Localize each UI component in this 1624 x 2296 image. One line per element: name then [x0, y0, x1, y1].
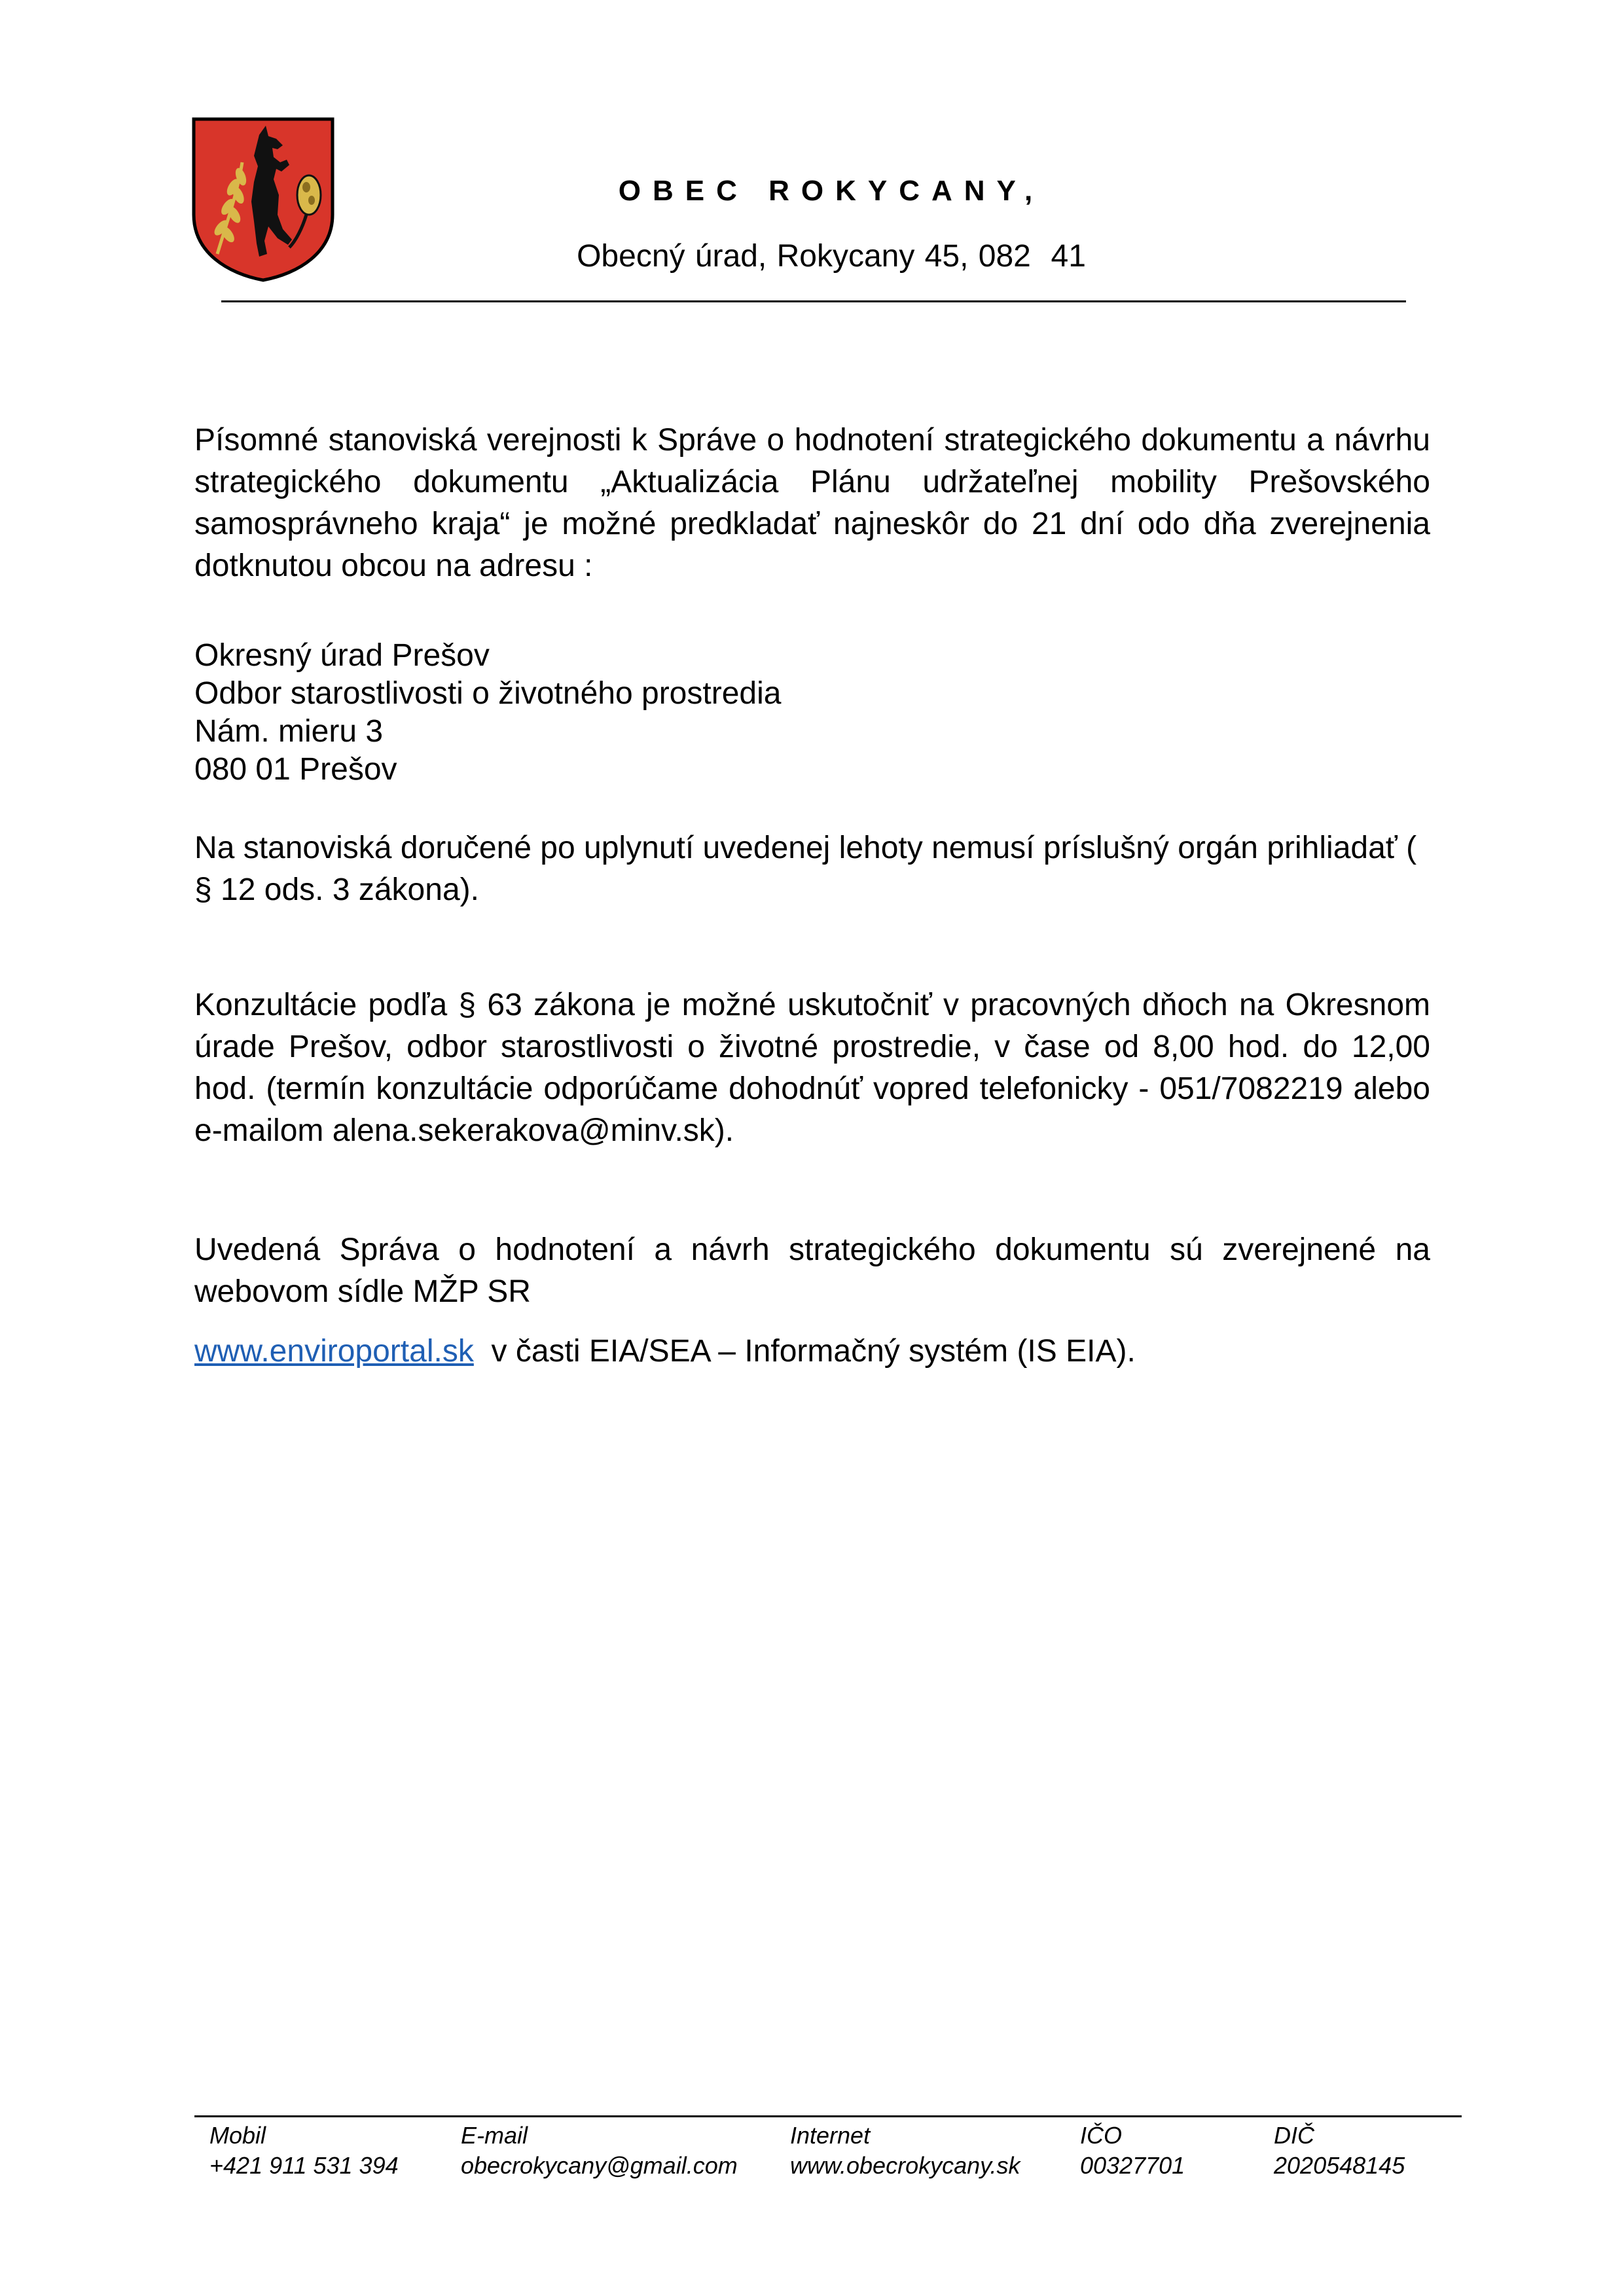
address-line: 080 01 Prešov	[194, 752, 397, 787]
header-divider	[221, 300, 1406, 302]
office-address: Obecný úrad, Rokycany 45, 082 41	[577, 239, 1086, 274]
footer-value: +421 911 531 394	[209, 2152, 399, 2179]
address-line: Odbor starostlivosti o životného prostredia	[194, 676, 782, 711]
footer-label: IČO	[1080, 2122, 1123, 2149]
footer-label: Mobil	[209, 2122, 266, 2149]
publication-paragraph: Uvedená Správa o hodnotení a návrh strategického dokumentu sú zverejnené na webovom sídle MŽP SR	[194, 1232, 1430, 1309]
recipient-address	[194, 637, 1430, 789]
footer-internet	[790, 2121, 1020, 2181]
footer-label: DIČ	[1274, 2122, 1314, 2149]
footer-dic	[1274, 2121, 1405, 2181]
footer-divider	[194, 2115, 1462, 2117]
footer-value: 2020548145	[1274, 2152, 1405, 2179]
enviroportal-line	[194, 1331, 1430, 1372]
footer-label: E-mail	[461, 2122, 528, 2149]
consultation-paragraph: Konzultácie podľa § 63 zákona je možné uskutočniť v pracovných dňoch na Okresnom úrade Prešov, odbor starostlivosti o životné prostredie, v čase od 8,00 hod. do 12,00 hod. (termín konzultácie odporúčame dohodnúť vopred telefonicky - 051/7082219 alebo e-mailom alena.sekerakova@minv.sk).	[194, 988, 1430, 1148]
address-line: Nám. mieru 3	[194, 714, 384, 749]
footer-label: Internet	[790, 2122, 871, 2149]
municipality-title: OBEC ROKYCANY,	[618, 175, 1045, 207]
footer-value: 00327701	[1080, 2152, 1185, 2179]
footer-email	[461, 2121, 738, 2181]
footer-mobile	[209, 2121, 399, 2181]
footer-value[interactable]: www.obecrokycany.sk	[790, 2152, 1020, 2179]
address-line: Okresný úrad Prešov	[194, 638, 490, 673]
enviroportal-suffix: v časti EIA/SEA – Informačný systém (IS EIA).	[473, 1334, 1136, 1369]
deadline-note: Na stanoviská doručené po uplynutí uvedenej lehoty nemusí príslušný orgán prihliadať ( § 12 ods. 3 zákona).	[194, 831, 1417, 907]
enviroportal-link[interactable]: www.enviroportal.sk	[194, 1334, 474, 1369]
intro-paragraph: Písomné stanoviská verejnosti k Správe o hodnotení strategického dokumentu a návrhu strategického dokumentu „Aktualizácia Plánu udržateľnej mobility Prešovského samosprávneho kraja“ je možné predkladať najneskôr do 21 dní odo dňa zverejnenia dotknutou obcou na adresu :	[194, 423, 1430, 583]
footer-ico	[1080, 2121, 1185, 2181]
footer-value[interactable]: obecrokycany@gmail.com	[461, 2152, 738, 2179]
